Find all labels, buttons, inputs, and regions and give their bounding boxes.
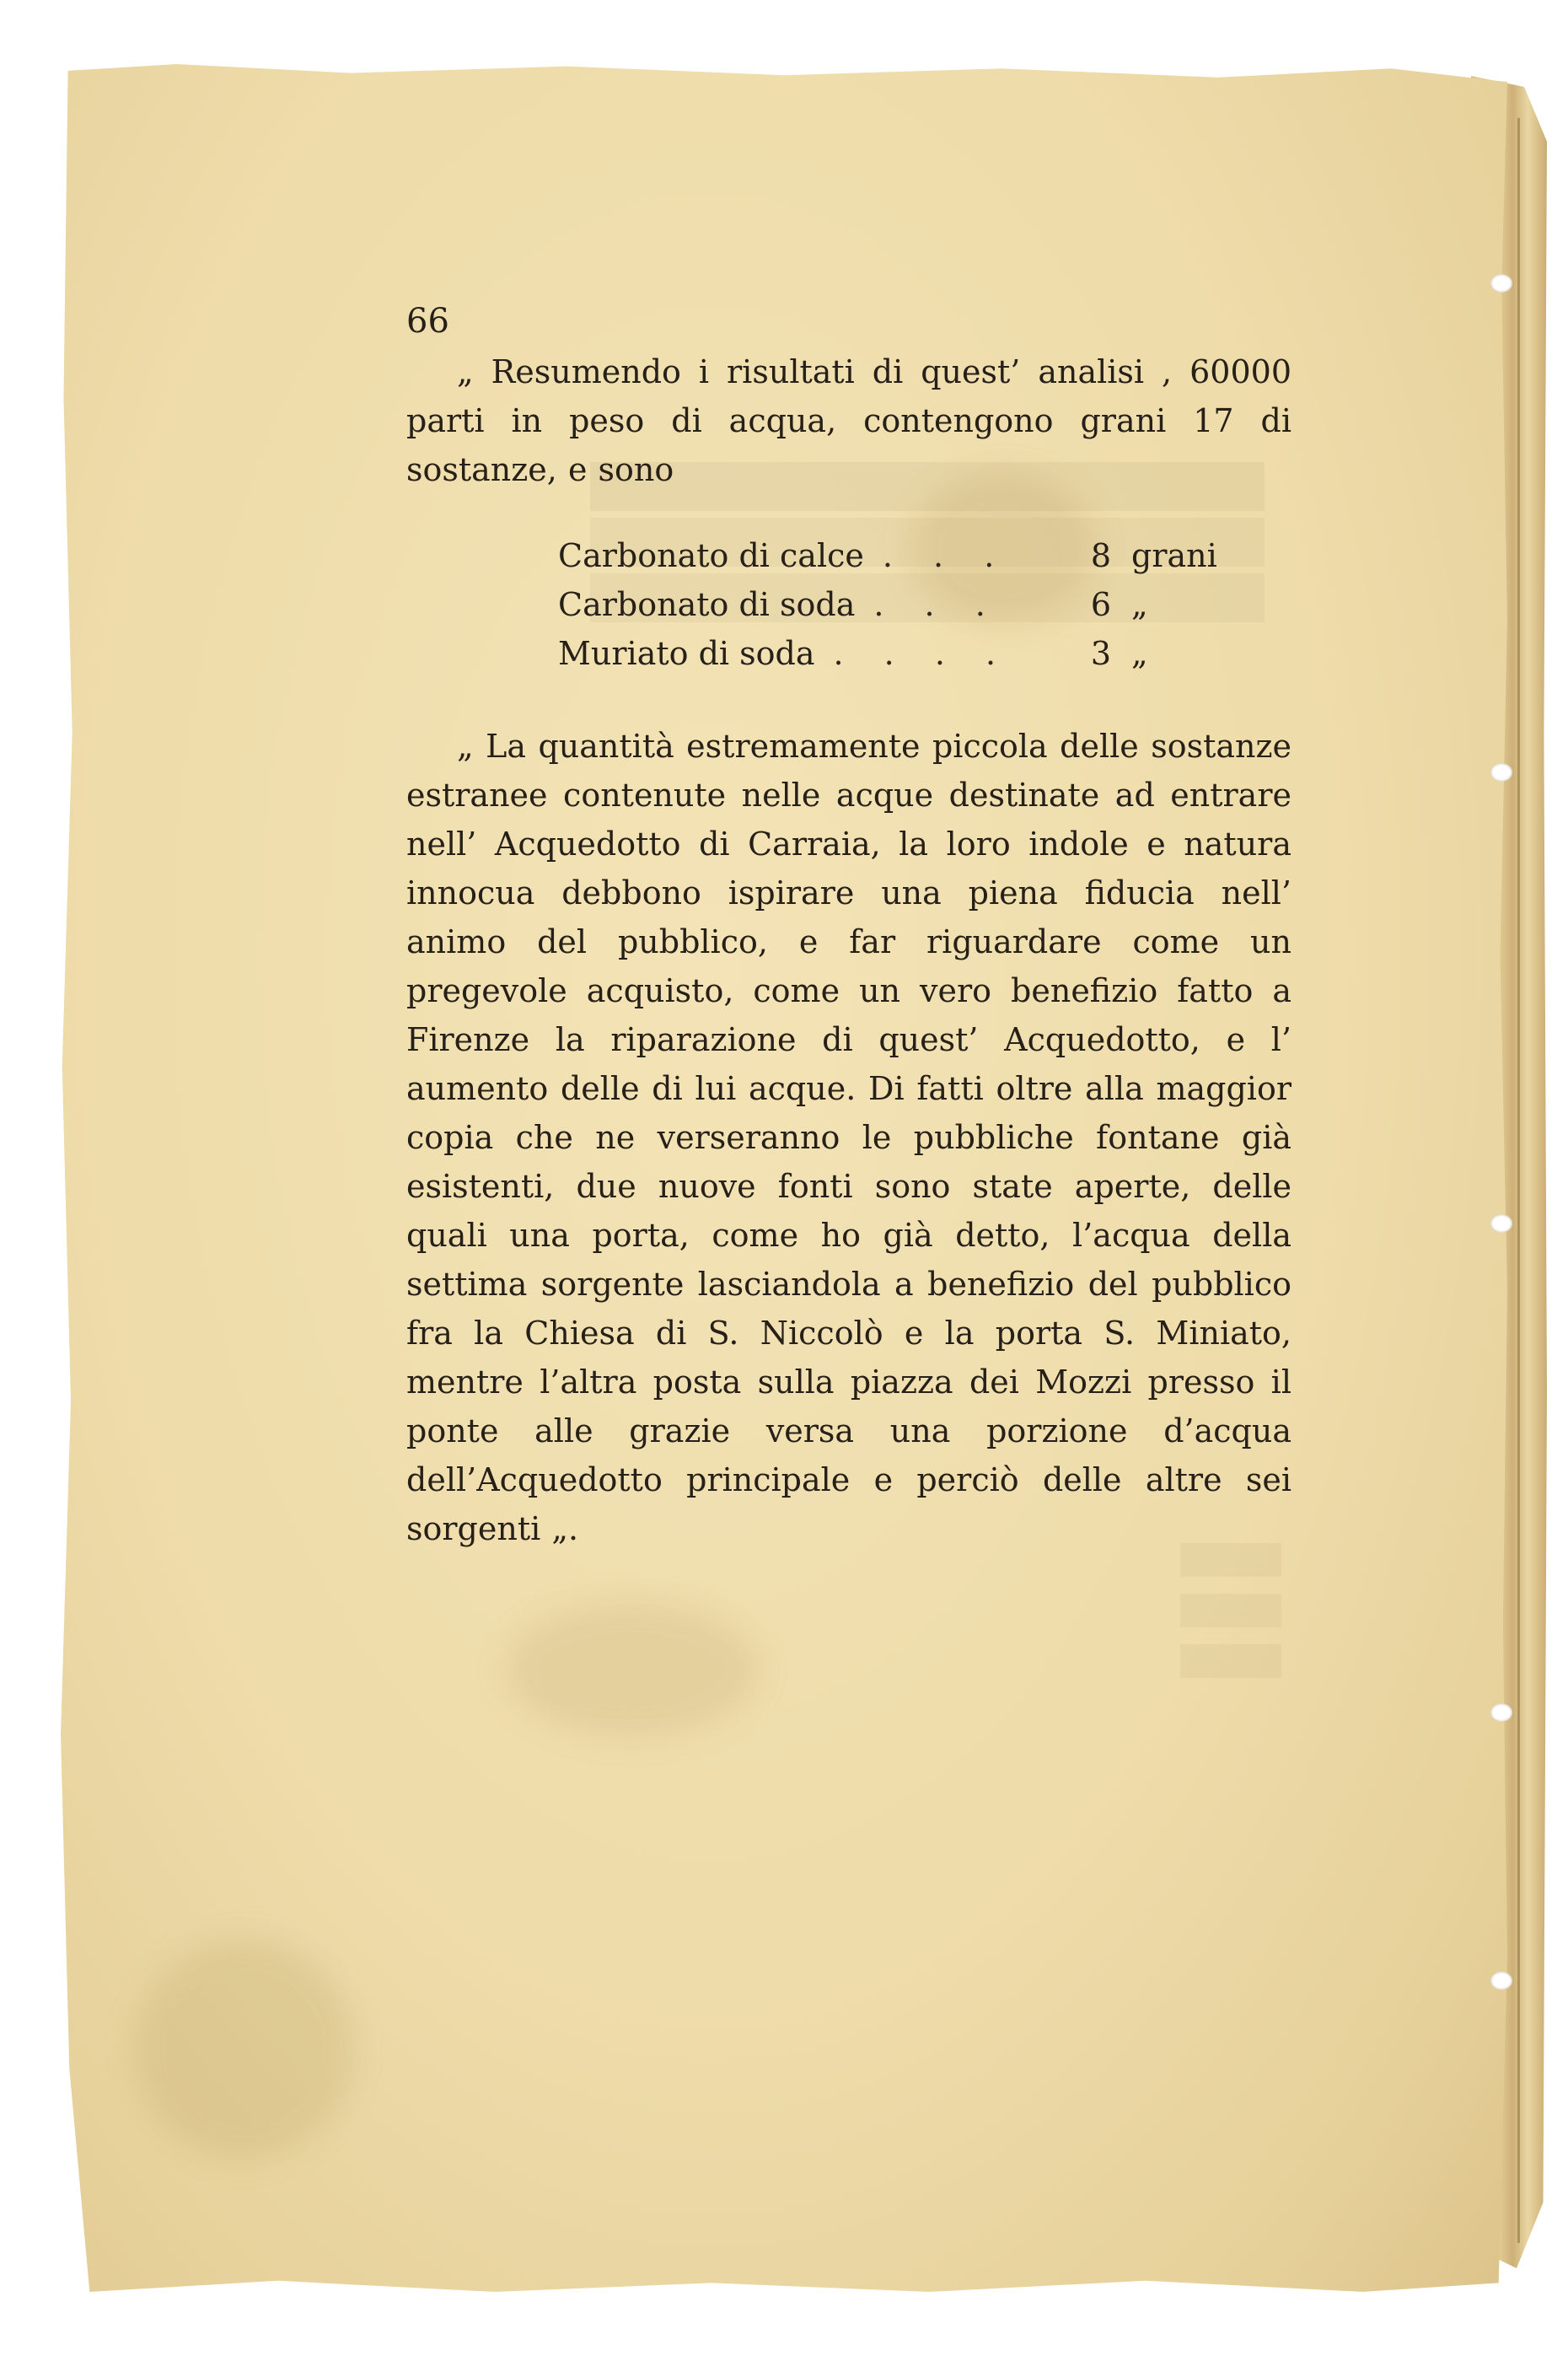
leader-dots: . . . bbox=[873, 586, 1001, 623]
stitch-hole bbox=[1490, 763, 1512, 782]
list-item-unit: „ bbox=[1131, 586, 1148, 623]
paper-stain bbox=[506, 1602, 759, 1737]
show-through-block bbox=[1180, 1526, 1281, 1813]
list-item-name: Carbonato di soda bbox=[558, 586, 856, 623]
composition-list bbox=[558, 531, 1291, 678]
list-item bbox=[558, 629, 1224, 678]
list-item-quantity: 3 bbox=[1090, 635, 1111, 672]
paper-stain bbox=[135, 1939, 354, 2159]
leader-dots: . . . bbox=[882, 537, 1010, 574]
list-item bbox=[558, 531, 1224, 580]
list-item-unit: „ bbox=[1131, 635, 1148, 672]
list-item bbox=[558, 580, 1224, 629]
intro-paragraph: „ Resumendo i risultati di quest’ analisi , 60000 parti in peso di acqua, contengono grani 17 di sostanze, e sono bbox=[406, 353, 1291, 488]
stitch-hole bbox=[1490, 1703, 1512, 1722]
stitch-hole bbox=[1490, 1214, 1512, 1233]
list-item-name: Muriato di soda bbox=[558, 635, 815, 672]
list-item-unit: grani bbox=[1131, 537, 1217, 574]
page-number: 66 bbox=[406, 302, 449, 341]
body-paragraph: „ La quantità estremamente piccola delle sostanze estranee contenute nelle acque destinate ad entrare nell’ Acquedotto di Carraia, la loro indole e natura innocua debbono ispirare una piena fiducia nell’ animo del pubblico, e far riguardare come un pregevole acquisto, come un vero benefizio fatto a Firenze la riparazione di quest’ Acquedotto, e l’ aumento delle di lui acque. Di fatti oltre alla maggior copia che ne verseranno le pubbliche fontane già esistenti, due nuove fonti sono state aperte, delle quali una porta, come ho già detto, l’acqua della settima sorgente lasciandola a benefizio del pubblico fra la Chiesa di S. Niccolò e la porta S. Miniato, mentre l’altra posta sulla piazza dei Mozzi presso il ponte alle grazie versa una porzione d’acqua dell’Acquedotto principale e perciò delle altre sei sorgenti „. bbox=[406, 728, 1291, 1547]
page-text bbox=[406, 300, 1291, 1553]
leader-dots: . . . . bbox=[833, 635, 1012, 672]
binding-line bbox=[1517, 118, 1520, 2243]
stitch-hole bbox=[1490, 274, 1512, 293]
list-item-quantity: 8 bbox=[1090, 537, 1111, 574]
stitch-hole bbox=[1490, 1971, 1512, 1990]
list-item-name: Carbonato di calce bbox=[558, 537, 864, 574]
list-item-quantity: 6 bbox=[1090, 586, 1111, 623]
